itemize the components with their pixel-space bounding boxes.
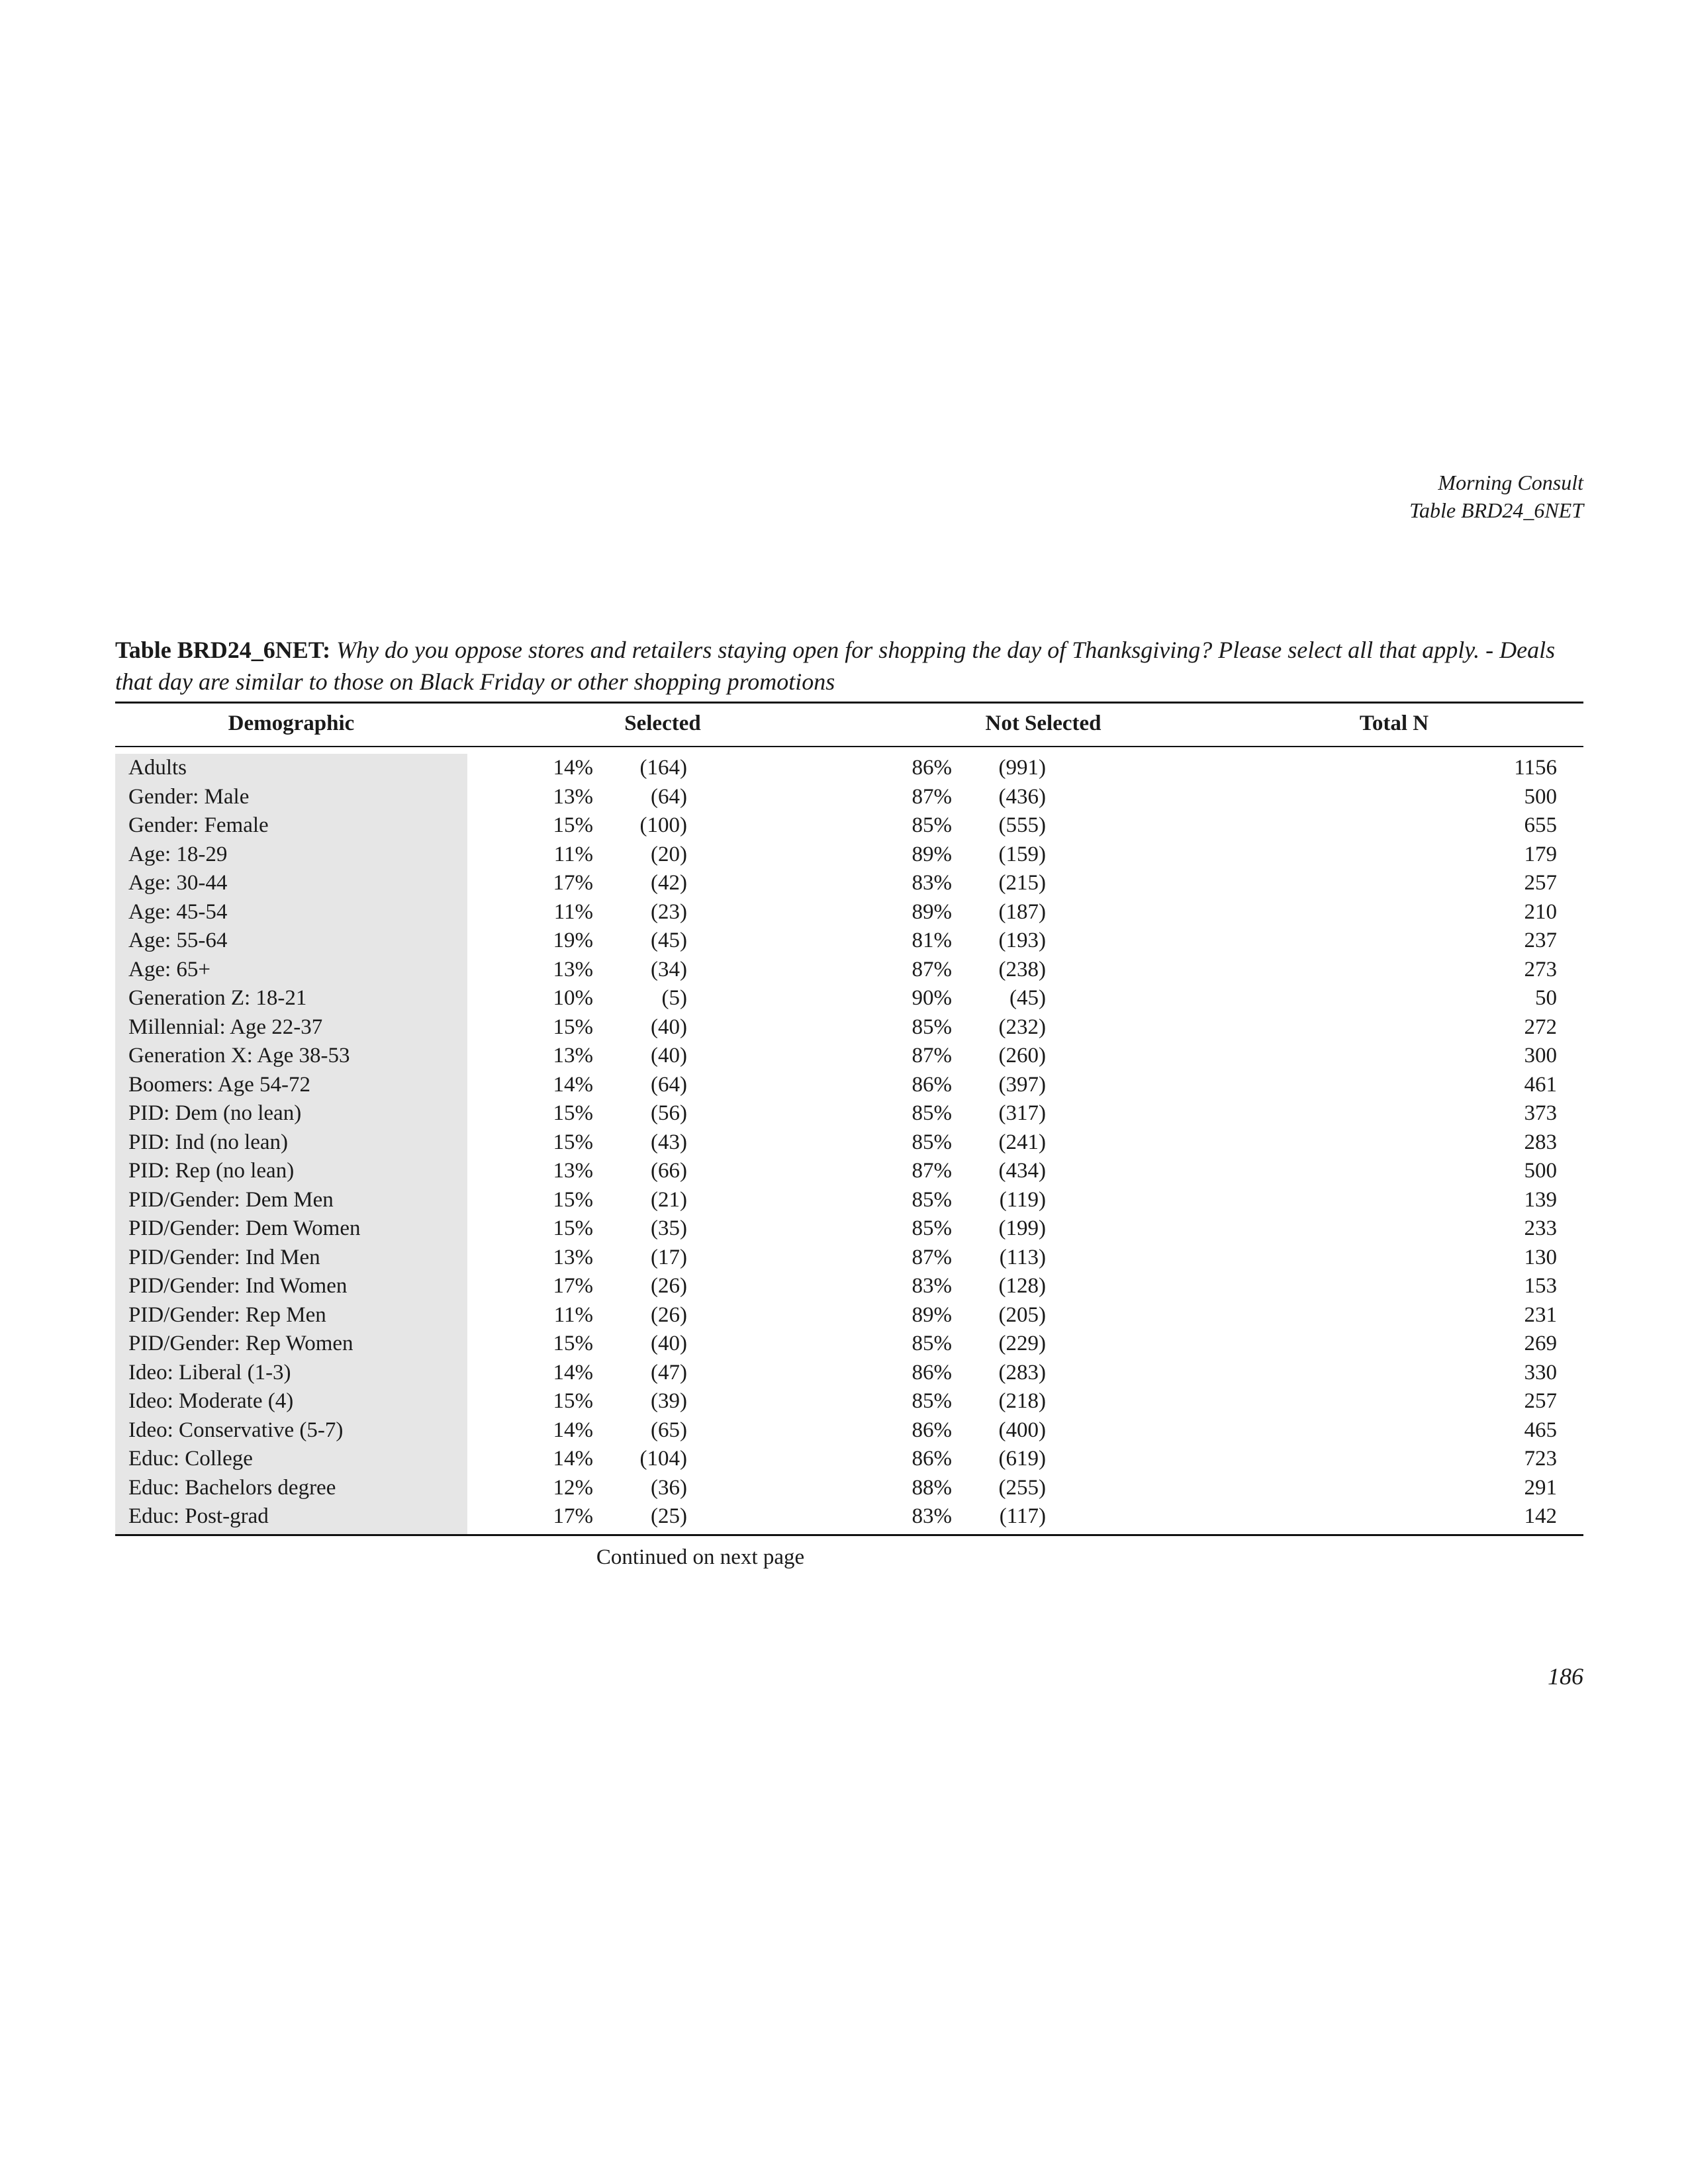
cell-selected-pct: 14%	[553, 1447, 593, 1471]
page-header	[1409, 469, 1583, 524]
cell-selected-n: (26)	[651, 1302, 687, 1327]
cell-selected-pct: 14%	[553, 756, 593, 780]
cell-demographic: Ideo: Liberal (1-3)	[128, 1360, 291, 1385]
cell-selected-pct: 15%	[553, 1015, 593, 1039]
cell-not-selected-n: (199)	[998, 1216, 1046, 1240]
cell-demographic: Educ: College	[128, 1447, 253, 1471]
cell-total-n: 257	[1524, 871, 1557, 895]
cell-total-n: 237	[1524, 929, 1557, 952]
cell-total-n: 330	[1524, 1360, 1557, 1385]
cell-demographic: Age: 45-54	[128, 899, 228, 924]
cell-not-selected-pct: 85%	[912, 1216, 952, 1240]
table-row	[115, 1042, 1583, 1071]
cell-selected-n: (64)	[651, 1072, 687, 1097]
cell-selected-pct: 13%	[553, 1044, 593, 1068]
cell-total-n: 283	[1524, 1130, 1557, 1154]
cell-total-n: 233	[1524, 1216, 1557, 1240]
cell-selected-n: (45)	[651, 929, 687, 952]
cell-total-n: 723	[1524, 1447, 1557, 1471]
cell-demographic: PID: Rep (no lean)	[128, 1159, 295, 1183]
cell-total-n: 500	[1524, 784, 1557, 809]
table-row	[115, 1214, 1583, 1244]
cell-demographic: PID/Gender: Dem Men	[128, 1187, 334, 1212]
cell-selected-pct: 12%	[553, 1475, 593, 1500]
cell-not-selected-pct: 85%	[912, 1389, 952, 1413]
cell-selected-pct: 15%	[553, 1216, 593, 1240]
cell-selected-n: (26)	[651, 1274, 687, 1298]
cell-not-selected-pct: 86%	[912, 1447, 952, 1471]
cell-not-selected-n: (283)	[998, 1360, 1046, 1385]
header-org: Morning Consult	[1438, 471, 1583, 494]
cell-not-selected-n: (436)	[998, 784, 1046, 809]
cell-total-n: 257	[1524, 1389, 1557, 1413]
cell-selected-pct: 15%	[553, 1187, 593, 1212]
cell-total-n: 269	[1524, 1332, 1557, 1355]
cell-demographic: PID: Ind (no lean)	[128, 1130, 289, 1154]
cell-selected-n: (47)	[651, 1360, 687, 1385]
cell-demographic: Age: 18-29	[128, 842, 228, 866]
cell-selected-pct: 13%	[553, 957, 593, 981]
cell-demographic: Generation Z: 18-21	[128, 986, 307, 1010]
cell-selected-pct: 17%	[553, 1274, 593, 1298]
cell-not-selected-pct: 86%	[912, 756, 952, 780]
cell-demographic: Adults	[128, 756, 187, 780]
cell-not-selected-n: (400)	[998, 1418, 1046, 1442]
cell-not-selected-n: (215)	[998, 871, 1046, 895]
cell-not-selected-n: (229)	[998, 1332, 1046, 1355]
page-number: 186	[1548, 1663, 1583, 1690]
cell-demographic: PID/Gender: Rep Women	[128, 1332, 353, 1355]
cell-selected-pct: 17%	[553, 871, 593, 895]
cell-selected-n: (40)	[651, 1015, 687, 1039]
cell-not-selected-pct: 83%	[912, 1274, 952, 1298]
cell-demographic: Millennial: Age 22-37	[128, 1015, 323, 1039]
cell-not-selected-n: (619)	[998, 1447, 1046, 1471]
cell-not-selected-pct: 85%	[912, 1187, 952, 1212]
cell-not-selected-n: (117)	[999, 1504, 1046, 1528]
table-header-row	[115, 704, 1583, 746]
table-row	[115, 1186, 1583, 1215]
cell-demographic: Age: 65+	[128, 957, 211, 981]
cell-selected-pct: 14%	[553, 1072, 593, 1097]
cell-not-selected-n: (119)	[999, 1187, 1046, 1212]
cell-not-selected-pct: 89%	[912, 899, 952, 924]
cell-total-n: 210	[1524, 899, 1557, 924]
cell-total-n: 500	[1524, 1159, 1557, 1183]
cell-not-selected-n: (238)	[998, 957, 1046, 981]
cell-selected-n: (17)	[651, 1245, 687, 1269]
cell-selected-pct: 14%	[553, 1418, 593, 1442]
table-row	[115, 783, 1583, 812]
header-table-id: Table BRD24_6NET	[1409, 498, 1583, 522]
table-row	[115, 1416, 1583, 1445]
cell-selected-n: (21)	[651, 1187, 687, 1212]
cell-selected-n: (40)	[651, 1044, 687, 1068]
table-body	[115, 754, 1583, 1531]
cell-selected-n: (5)	[661, 986, 687, 1010]
cell-selected-pct: 15%	[553, 813, 593, 837]
cell-demographic: Ideo: Conservative (5-7)	[128, 1418, 344, 1442]
cell-not-selected-pct: 89%	[912, 842, 952, 866]
column-header-demographic: Demographic	[228, 711, 355, 735]
cell-demographic: Educ: Post-grad	[128, 1504, 269, 1528]
table-row	[115, 1071, 1583, 1100]
cell-total-n: 291	[1524, 1475, 1557, 1500]
cell-not-selected-pct: 90%	[912, 986, 952, 1010]
cell-not-selected-n: (113)	[999, 1245, 1046, 1269]
cell-demographic: PID: Dem (no lean)	[128, 1101, 302, 1125]
table-row	[115, 1445, 1583, 1474]
table-row	[115, 1128, 1583, 1158]
cell-total-n: 300	[1524, 1044, 1557, 1068]
table-row	[115, 869, 1583, 898]
cell-not-selected-pct: 87%	[912, 1159, 952, 1183]
cell-demographic: Age: 30-44	[128, 871, 228, 895]
cell-not-selected-pct: 86%	[912, 1072, 952, 1097]
cell-selected-pct: 17%	[553, 1504, 593, 1528]
cell-selected-pct: 15%	[553, 1389, 593, 1413]
cell-selected-n: (66)	[651, 1159, 687, 1183]
results-table	[115, 702, 1583, 1570]
cell-total-n: 655	[1524, 813, 1557, 837]
cell-not-selected-pct: 87%	[912, 1044, 952, 1068]
cell-demographic: Boomers: Age 54-72	[128, 1072, 310, 1097]
cell-selected-n: (100)	[639, 813, 687, 837]
cell-demographic: PID/Gender: Rep Men	[128, 1302, 326, 1327]
cell-total-n: 139	[1524, 1187, 1557, 1212]
cell-demographic: Generation X: Age 38-53	[128, 1044, 350, 1068]
table-header-rule	[115, 746, 1583, 747]
table-title-label: Table BRD24_6NET:	[115, 637, 331, 663]
cell-not-selected-pct: 88%	[912, 1475, 952, 1500]
cell-selected-n: (56)	[651, 1101, 687, 1125]
cell-demographic: Age: 55-64	[128, 929, 228, 952]
table-row	[115, 754, 1583, 783]
cell-not-selected-pct: 87%	[912, 957, 952, 981]
cell-not-selected-n: (555)	[998, 813, 1046, 837]
column-header-selected: Selected	[624, 711, 701, 735]
table-title	[115, 634, 1583, 698]
cell-total-n: 231	[1524, 1302, 1557, 1327]
cell-not-selected-n: (45)	[1009, 986, 1046, 1010]
cell-selected-n: (36)	[651, 1475, 687, 1500]
column-header-total-n: Total N	[1359, 711, 1429, 735]
column-header-not-selected: Not Selected	[985, 711, 1102, 735]
table-row	[115, 1099, 1583, 1128]
cell-total-n: 142	[1524, 1504, 1557, 1528]
cell-selected-n: (35)	[651, 1216, 687, 1240]
cell-selected-pct: 11%	[553, 1302, 593, 1327]
continued-note: Continued on next page	[596, 1545, 805, 1569]
cell-demographic: Educ: Bachelors degree	[128, 1475, 336, 1500]
table-row	[115, 1474, 1583, 1503]
cell-demographic: Gender: Female	[128, 813, 269, 837]
table-row	[115, 984, 1583, 1013]
cell-selected-pct: 15%	[553, 1332, 593, 1355]
cell-not-selected-pct: 85%	[912, 1130, 952, 1154]
cell-selected-pct: 14%	[553, 1360, 593, 1385]
cell-selected-pct: 11%	[553, 842, 593, 866]
table-row	[115, 811, 1583, 841]
cell-selected-n: (42)	[651, 871, 687, 895]
cell-selected-pct: 11%	[553, 899, 593, 924]
cell-not-selected-n: (260)	[998, 1044, 1046, 1068]
cell-total-n: 130	[1524, 1245, 1557, 1269]
cell-not-selected-n: (434)	[998, 1159, 1046, 1183]
cell-selected-pct: 15%	[553, 1130, 593, 1154]
table-row	[115, 1330, 1583, 1359]
cell-not-selected-pct: 81%	[912, 929, 952, 952]
cell-not-selected-n: (397)	[998, 1072, 1046, 1097]
cell-not-selected-pct: 85%	[912, 813, 952, 837]
cell-not-selected-n: (991)	[998, 756, 1046, 780]
cell-total-n: 273	[1524, 957, 1557, 981]
cell-selected-n: (20)	[651, 842, 687, 866]
cell-total-n: 461	[1524, 1072, 1557, 1097]
table-row	[115, 1301, 1583, 1330]
table-row	[115, 1502, 1583, 1531]
table-row	[115, 1272, 1583, 1301]
cell-selected-n: (43)	[651, 1130, 687, 1154]
table-row	[115, 841, 1583, 870]
cell-not-selected-pct: 85%	[912, 1332, 952, 1355]
cell-not-selected-n: (205)	[998, 1302, 1046, 1327]
table-row	[115, 1244, 1583, 1273]
cell-selected-pct: 15%	[553, 1101, 593, 1125]
cell-selected-pct: 13%	[553, 784, 593, 809]
cell-selected-n: (25)	[651, 1504, 687, 1528]
table-row	[115, 898, 1583, 927]
cell-not-selected-pct: 83%	[912, 1504, 952, 1528]
table-bottom-rule	[115, 1534, 1583, 1536]
cell-total-n: 465	[1524, 1418, 1557, 1442]
cell-total-n: 50	[1535, 986, 1557, 1010]
table-row	[115, 1359, 1583, 1388]
cell-total-n: 373	[1524, 1101, 1557, 1125]
cell-not-selected-pct: 85%	[912, 1015, 952, 1039]
cell-selected-pct: 13%	[553, 1245, 593, 1269]
cell-total-n: 153	[1524, 1274, 1557, 1298]
table-row	[115, 1157, 1583, 1186]
cell-total-n: 179	[1524, 842, 1557, 866]
cell-selected-n: (164)	[639, 756, 687, 780]
cell-demographic: PID/Gender: Ind Women	[128, 1274, 348, 1298]
cell-total-n: 272	[1524, 1015, 1557, 1039]
cell-not-selected-n: (193)	[998, 929, 1046, 952]
cell-not-selected-pct: 86%	[912, 1418, 952, 1442]
table-title-question: Why do you oppose stores and retailers staying open for shopping the day of Thanksgiving? Please select all that apply. - Deals that day are similar to those on Black Friday or other shopping promotions	[115, 637, 1556, 695]
cell-selected-n: (34)	[651, 957, 687, 981]
cell-demographic: Ideo: Moderate (4)	[128, 1389, 294, 1413]
cell-not-selected-n: (218)	[998, 1389, 1046, 1413]
cell-not-selected-pct: 83%	[912, 871, 952, 895]
cell-not-selected-pct: 85%	[912, 1101, 952, 1125]
cell-not-selected-n: (159)	[998, 842, 1046, 866]
table-row	[115, 956, 1583, 985]
cell-selected-n: (104)	[639, 1447, 687, 1471]
cell-not-selected-n: (255)	[998, 1475, 1046, 1500]
cell-not-selected-pct: 87%	[912, 784, 952, 809]
cell-selected-pct: 19%	[553, 929, 593, 952]
cell-not-selected-pct: 87%	[912, 1245, 952, 1269]
cell-not-selected-pct: 89%	[912, 1302, 952, 1327]
cell-selected-n: (23)	[651, 899, 687, 924]
cell-selected-pct: 10%	[553, 986, 593, 1010]
cell-total-n: 1156	[1514, 756, 1557, 780]
cell-not-selected-n: (187)	[998, 899, 1046, 924]
table-row	[115, 927, 1583, 956]
cell-not-selected-n: (317)	[998, 1101, 1046, 1125]
cell-selected-n: (40)	[651, 1332, 687, 1355]
cell-selected-n: (65)	[651, 1418, 687, 1442]
table-row	[115, 1013, 1583, 1042]
cell-demographic: PID/Gender: Dem Women	[128, 1216, 361, 1240]
table-row	[115, 1387, 1583, 1416]
cell-not-selected-n: (241)	[998, 1130, 1046, 1154]
cell-demographic: Gender: Male	[128, 784, 250, 809]
cell-selected-n: (64)	[651, 784, 687, 809]
cell-selected-pct: 13%	[553, 1159, 593, 1183]
cell-selected-n: (39)	[651, 1389, 687, 1413]
cell-not-selected-pct: 86%	[912, 1360, 952, 1385]
cell-demographic: PID/Gender: Ind Men	[128, 1245, 320, 1269]
cell-not-selected-n: (128)	[998, 1274, 1046, 1298]
cell-not-selected-n: (232)	[998, 1015, 1046, 1039]
